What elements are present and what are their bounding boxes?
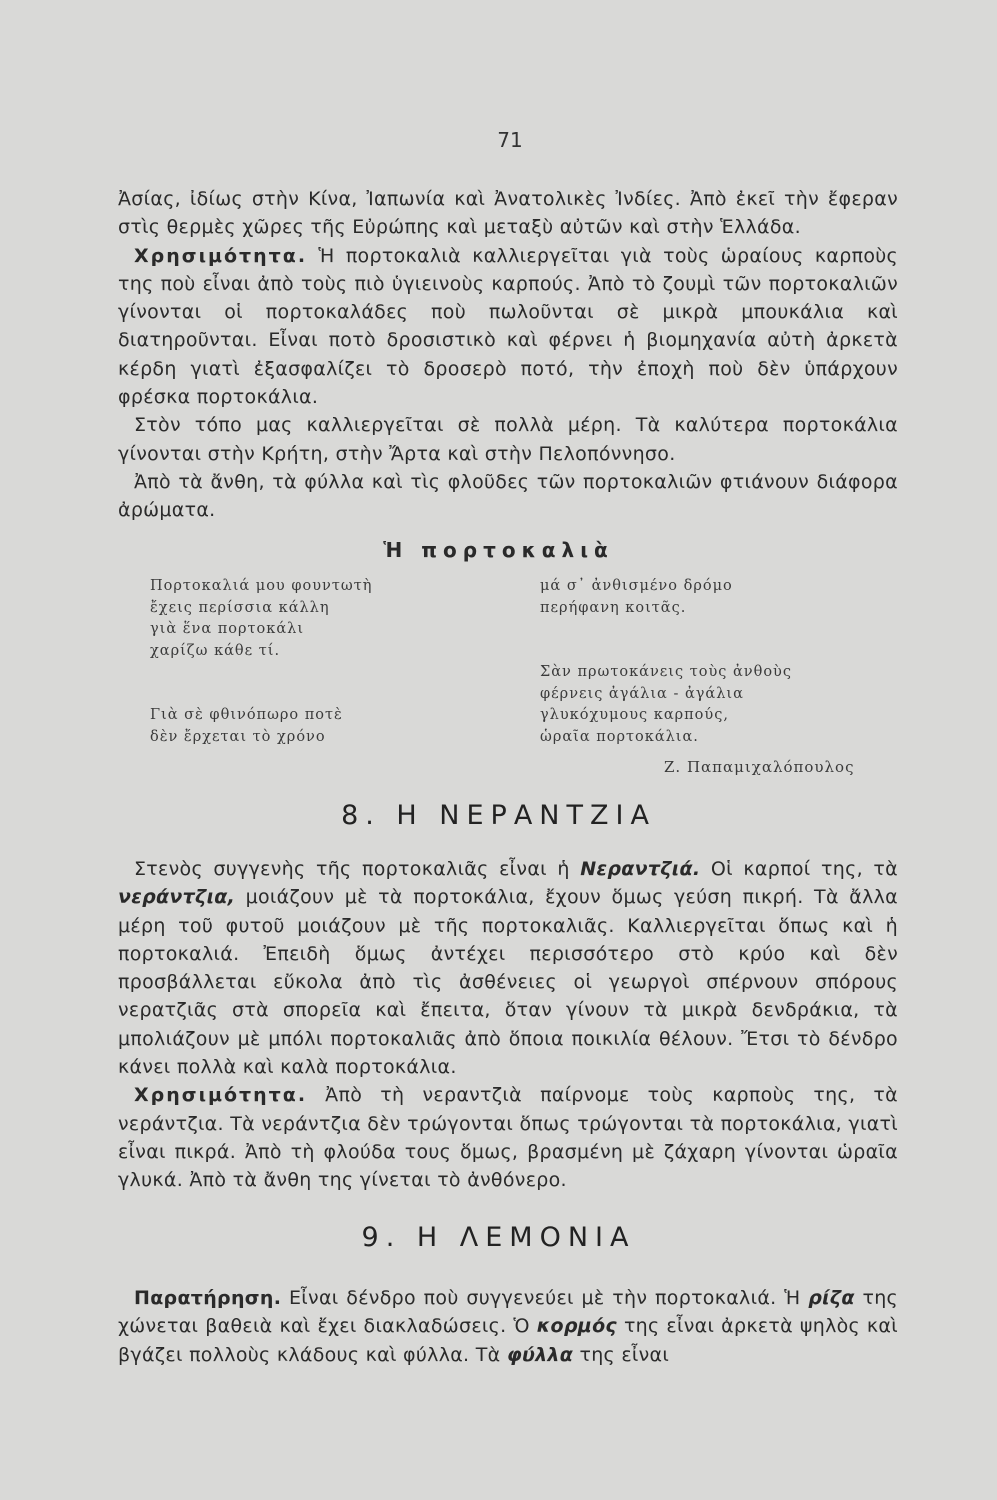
text-run: Στενὸς συγγενὴς τῆς πορτοκαλιᾶς εἶναι ἡ bbox=[134, 858, 581, 880]
usage-heading: Χρησιμότητα. bbox=[134, 244, 308, 267]
lemonia-paragraph-1 bbox=[118, 1284, 898, 1369]
intro-paragraph-1: Ἀσίας, ἰδίως στὴν Κίνα, Ἰαπωνία καὶ Ἀνατολικὲς Ἰνδίες. Ἀπὸ ἐκεῖ τὴν ἔφεραν στὶς θερμὲς χῶρες τῆς Εὐρώπης καὶ μεταξὺ αὐτῶν καὶ στὴν Ἑλλάδα. bbox=[118, 188, 898, 239]
text-run: Εἶναι δένδρο ποὺ συγγενεύει μὲ τὴν πορτοκαλιά. Ἡ bbox=[281, 1287, 809, 1309]
section-heading-neratzia: 8. Η ΝΕΡΑΝΤΖΙΑ bbox=[341, 800, 656, 831]
section-9-text bbox=[118, 1284, 898, 1369]
poem-stanza bbox=[540, 576, 830, 619]
poem-stanza bbox=[150, 705, 440, 748]
intro-paragraph-2 bbox=[118, 242, 898, 412]
usage-text: Ἡ πορτοκαλιὰ καλλιεργεῖται γιὰ τοὺς ὡραίους καρποὺς της ποὺ εἶναι ἀπὸ τοὺς πιὸ ὑγιεινοὺς καρπούς. Ἀπὸ τὸ ζουμὶ τῶν πορτοκαλιῶν γίνονται οἱ πορτοκαλάδες ποὺ πωλοῦνται σὲ μικρὰ μπουκάλια καὶ διατηροῦνται. Εἶναι ποτὸ δροσιστικὸ καὶ φέρνει ἡ βιομηχανία αὐτὴ ἀρκετὰ κέρδη γιατὶ ἐξασφαλίζει τὸ δροσερὸ ποτό, τὴν ἐποχὴ ποὺ δὲν ὑπάρχουν φρέσκα πορτοκάλια. bbox=[118, 244, 898, 409]
poem-line: γλυκόχυμους καρπούς, bbox=[540, 707, 729, 723]
neratzia-paragraph-2 bbox=[118, 1081, 898, 1194]
poem-line: Πορτοκαλιά μου φουντωτὴ bbox=[150, 578, 373, 594]
poem-line: ἔχεις περίσσια κάλλη bbox=[150, 599, 330, 616]
term-neratzia: Νεραντζιά. bbox=[580, 858, 701, 880]
poem-line: γιὰ ἕνα πορτοκάλι bbox=[150, 621, 305, 637]
section-heading-lemonia: 9. Η ΛΕΜΟΝΙΑ bbox=[361, 1222, 636, 1253]
poem-line: φέρνεις ἀγάλια - ἀγάλια bbox=[540, 685, 744, 702]
text-run: της χώνεται βαθειὰ καὶ ἔχει διακλαδώσεις. Ὁ bbox=[118, 1287, 899, 1338]
intro-text bbox=[118, 185, 898, 525]
intro-paragraph-3: Στὸν τόπο μας καλλιεργεῖται σὲ πολλὰ μέρη. Τὰ καλύτερα πορτοκάλια γίνονται στὴν Κρήτη, στὴν Ἄρτα καὶ στὴν Πελοπόννησο. bbox=[118, 414, 898, 465]
poem-author: Ζ. Παπαμιχαλόπουλος bbox=[664, 758, 855, 776]
term-root: ρίζα bbox=[808, 1287, 855, 1309]
text-run: της εἶναι ἀρκετὰ ψηλὸς καὶ βγάζει πολλοὺς κλάδους καὶ φύλλα. Τὰ bbox=[118, 1315, 898, 1366]
poem-line: μά σ᾽ ἀνθισμένο δρόμο bbox=[540, 578, 733, 594]
text-run: της εἶναι bbox=[573, 1343, 670, 1366]
page-number: 71 bbox=[497, 128, 523, 152]
poem-stanza bbox=[150, 576, 440, 662]
poem-line: Γιὰ σὲ φθινόπωρο ποτὲ bbox=[150, 707, 343, 723]
term-trunk: κορμός bbox=[536, 1315, 617, 1338]
text-run: Ἀπὸ τὴ νεραντζιὰ παίρνομε τοὺς καρποὺς της, τὰ νεράντζια. Τὰ νεράντζια δὲν τρώγονται ὅπως τρώγονται τὰ πορτοκάλια, γιατὶ εἶναι πικρά. Ἀπὸ τὴ φλούδα τους ὅμως, βρασμένη μὲ ζάχαρη γίνονται ὡραῖα γλυκά. Ἀπὸ τὰ ἄνθη της γίνεται τὸ ἀνθόνερο. bbox=[118, 1084, 898, 1192]
poem-line: δὲν ἔρχεται τὸ χρόνο bbox=[150, 728, 326, 745]
text-run: μοιάζουν μὲ τὰ πορτοκάλια, ἔχουν ὅμως γεύση πικρή. Τὰ ἄλλα μέρη τοῦ φυτοῦ μοιάζουν μὲ τῆς πορτοκαλιᾶς. Καλλιεργεῖται ὅπως καὶ ἡ πορτοκαλιά. Ἐπειδὴ ὅμως ἀντέχει περισσότερο στὸ κρύο καὶ δὲν προσβάλλεται εὔκολα ἀπὸ τὶς ἀσθένειες οἱ γεωργοὶ σπέρνουν σπόρους νερατζιᾶς στὰ σπορεῖα καὶ ἔπειτα, ὅταν γίνουν τὰ μικρὰ δενδράκια, τὰ μπολιάζουν μὲ μπόλι πορτοκαλιᾶς ἀπὸ ὅποια ποικιλία θέλουν. Ἔτσι τὸ δένδρο κάνει πολλὰ καὶ καλὰ πορτοκάλια. bbox=[118, 886, 898, 1079]
neratzia-paragraph-1 bbox=[118, 855, 898, 1081]
poem-left-column bbox=[150, 576, 440, 748]
usage-heading: Χρησιμότητα. bbox=[134, 1084, 308, 1107]
poem-right-column bbox=[540, 576, 830, 748]
poem-line: Σὰν πρωτοκάνεις τοὺς ἀνθοὺς bbox=[540, 664, 792, 680]
text-run: Οἱ καρποί της, τὰ bbox=[700, 858, 898, 880]
poem-stanza bbox=[540, 662, 830, 748]
term-nerantzia: νεράντζια, bbox=[118, 886, 236, 909]
poem-line: περήφανη κοιτᾶς. bbox=[540, 599, 687, 616]
poem-line: ὡραῖα πορτοκάλια. bbox=[540, 728, 699, 745]
intro-paragraph-4: Ἀπὸ τὰ ἄνθη, τὰ φύλλα καὶ τὶς φλοῦδες τῶν πορτοκαλιῶν φτιάνουν διάφορα ἀρώματα. bbox=[118, 470, 898, 522]
section-8-text bbox=[118, 855, 898, 1195]
observation-heading: Παρατήρηση. bbox=[134, 1287, 282, 1309]
poem-title: Ἡ πορτοκαλιὰ bbox=[383, 538, 614, 562]
term-leaves: φύλλα bbox=[506, 1343, 574, 1366]
poem-line: χαρίζω κάθε τί. bbox=[150, 642, 281, 659]
